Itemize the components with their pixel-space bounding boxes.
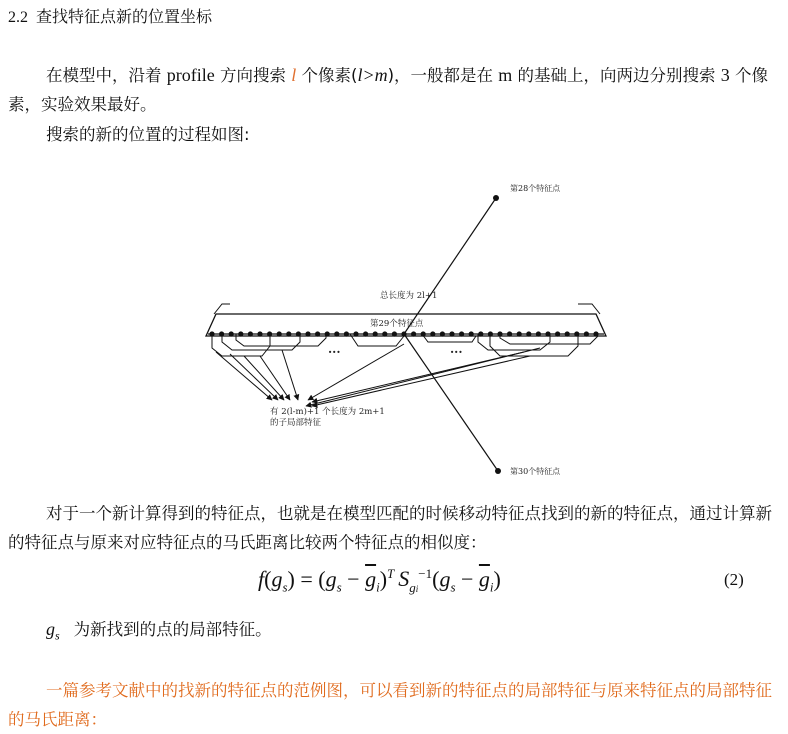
g: g bbox=[46, 619, 55, 639]
pixel-dot bbox=[449, 331, 454, 336]
pixel-dot bbox=[555, 331, 560, 336]
total-length-bracket bbox=[214, 304, 600, 314]
text: 在模型中，沿着 bbox=[46, 66, 167, 85]
minus: − bbox=[455, 566, 479, 592]
pixel-dot bbox=[344, 331, 349, 336]
gs-description bbox=[46, 615, 272, 651]
sup-T: T bbox=[387, 566, 395, 581]
pixel-dot bbox=[536, 331, 541, 336]
pixel-dot bbox=[440, 331, 445, 336]
paragraph-mahalanobis: 对于一个新计算得到的特征点，也就是在模型匹配的时候移动特征点找到的新的特征点，通过计算新的特征点与原来对应特征点的马氏距离比较两个特征点的相似度： bbox=[8, 504, 772, 552]
pixel-dot bbox=[593, 331, 598, 336]
pixel-dot bbox=[257, 331, 262, 336]
s: s bbox=[55, 628, 60, 643]
section-heading bbox=[8, 4, 212, 31]
label-sub-features-2: 的子局部特征 bbox=[270, 418, 322, 428]
sub-s: s bbox=[282, 579, 288, 595]
pixel-dot bbox=[325, 331, 330, 336]
ellipsis-left: ··· bbox=[328, 345, 341, 359]
pixel-dot bbox=[517, 331, 522, 336]
pixel-dot bbox=[401, 331, 406, 336]
pixel-dot bbox=[411, 331, 416, 336]
paren: ( bbox=[264, 566, 272, 592]
section-number: 2.2 bbox=[8, 9, 28, 26]
profile-pixel-dots bbox=[209, 331, 598, 336]
var-m: m bbox=[498, 65, 513, 85]
pixel-dot bbox=[382, 331, 387, 336]
text: 方向搜索 bbox=[214, 66, 292, 85]
sub-s: s bbox=[450, 579, 456, 595]
ellipsis-right: ··· bbox=[450, 345, 463, 359]
number-3: 3 bbox=[720, 65, 730, 85]
point-30-marker bbox=[495, 468, 501, 474]
formula-mahalanobis bbox=[258, 566, 501, 596]
sub-i: i bbox=[489, 579, 494, 595]
paragraph-reference-example: 一篇参考文献中的找新的特征点的范例图，可以看到新的特征点的局部特征与原来特征点的局部特征的马氏距离： bbox=[8, 681, 772, 729]
pixel-dot bbox=[363, 331, 368, 336]
var-l-gt-m: l>m bbox=[357, 65, 388, 85]
sub-feature-bracket-left bbox=[212, 334, 326, 356]
label-point-29: 第29个特征点 bbox=[370, 319, 424, 329]
sub-s: s bbox=[336, 579, 342, 595]
text: 个像素( bbox=[296, 66, 358, 85]
g-symbol: g bbox=[271, 566, 283, 592]
text: 个像素，实验效果最好。 bbox=[8, 66, 769, 114]
equation-number: (2) bbox=[724, 570, 744, 589]
pixel-dot bbox=[373, 331, 378, 336]
pixel-dot bbox=[238, 331, 243, 336]
search-process-figure bbox=[200, 178, 620, 488]
pixel-dot bbox=[229, 331, 234, 336]
label-total-length: 总长度为 2l+1 bbox=[380, 291, 438, 301]
paren: ) bbox=[379, 566, 388, 592]
sub-i: i bbox=[415, 583, 419, 594]
pixel-dot bbox=[526, 331, 531, 336]
paragraph-search-description bbox=[8, 61, 780, 119]
pixel-dot bbox=[315, 331, 320, 336]
g-symbol: g bbox=[409, 579, 416, 595]
pixel-dot bbox=[248, 331, 253, 336]
g-symbol: g bbox=[325, 566, 337, 592]
pixel-dot bbox=[574, 331, 579, 336]
g-symbol: g bbox=[439, 566, 451, 592]
pixel-dot bbox=[334, 331, 339, 336]
minus: − bbox=[341, 566, 366, 592]
paren: ) bbox=[493, 566, 501, 592]
text: 的基础上，向两边分别搜索 bbox=[512, 66, 721, 85]
pixel-dot bbox=[305, 331, 310, 336]
paren: ( bbox=[432, 566, 440, 592]
section-title: 查找特征点新的位置坐标 bbox=[36, 7, 213, 26]
sub-feature-bracket-right bbox=[478, 334, 598, 356]
pixel-dot bbox=[507, 331, 512, 336]
gs-symbol bbox=[46, 619, 60, 643]
sub-i: i bbox=[376, 579, 380, 595]
label-sub-features-1: 有 2(l-m)+1 个长度为 2m+1 bbox=[270, 407, 385, 417]
pixel-dot bbox=[277, 331, 282, 336]
pixel-dot bbox=[286, 331, 291, 336]
text: )，一般都是在 bbox=[387, 66, 499, 85]
gs-text: 为新找到的点的局部特征。 bbox=[73, 620, 272, 639]
pixel-dot bbox=[469, 331, 474, 336]
pixel-dot bbox=[430, 331, 435, 336]
eq: ) = ( bbox=[287, 566, 326, 592]
pixel-dot bbox=[584, 331, 589, 336]
label-point-28: 第28个特征点 bbox=[510, 184, 561, 193]
g-bar: $\overline{g}$ bbox=[478, 566, 490, 592]
g-bar: $\overline{g}$ bbox=[365, 566, 377, 592]
f-symbol: f bbox=[258, 566, 265, 592]
pixel-dot bbox=[353, 331, 358, 336]
pixel-dot bbox=[478, 331, 483, 336]
S-symbol: S bbox=[398, 566, 410, 592]
paragraph-figure-intro: 搜索的新的位置的过程如图: bbox=[46, 125, 250, 144]
var-l: l bbox=[291, 65, 297, 85]
pixel-dot bbox=[392, 331, 397, 336]
sup-inv: −1 bbox=[418, 566, 433, 581]
point-28-marker bbox=[493, 195, 499, 201]
pixel-dot bbox=[459, 331, 464, 336]
label-point-30: 第30个特征点 bbox=[510, 467, 561, 476]
pixel-dot bbox=[565, 331, 570, 336]
term-profile: profile bbox=[166, 65, 215, 85]
